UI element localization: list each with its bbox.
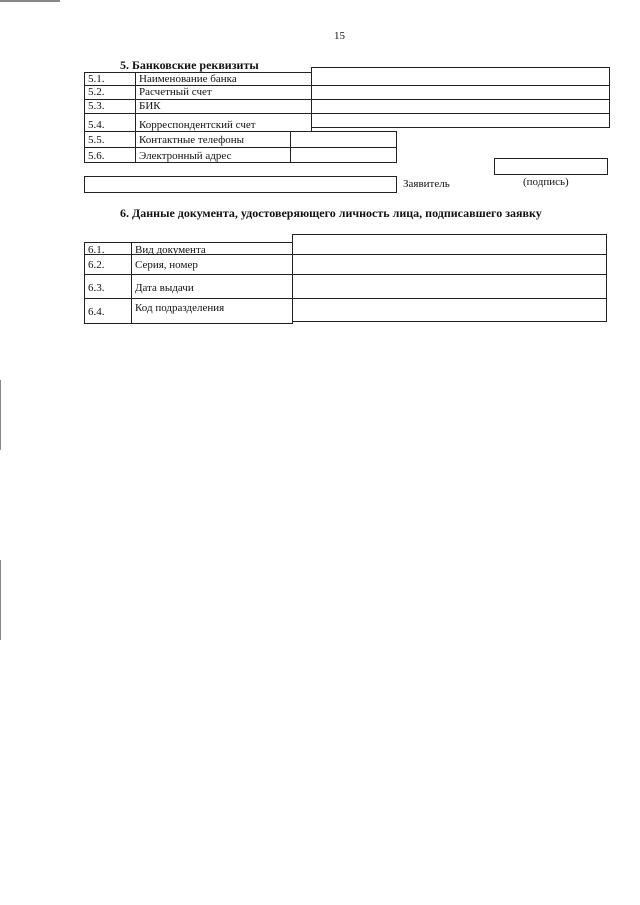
row-number: 5.4. [84, 113, 136, 132]
section5-title: 5. Банковские реквизиты [120, 58, 259, 72]
row-label: Дата выдачи [131, 274, 293, 299]
row-number: 6.1. [84, 242, 132, 255]
row-number: 6.4. [84, 298, 132, 324]
row-number: 5.1. [84, 72, 136, 86]
account-number-field[interactable] [311, 85, 610, 100]
page-number: 15 [334, 30, 345, 42]
bik-field[interactable] [311, 99, 610, 114]
row-number: 5.3. [84, 99, 136, 114]
row-label: Вид документа [131, 242, 293, 255]
scan-edge-mark [0, 560, 1, 640]
row-label: Контактные телефоны [135, 131, 291, 148]
row-number: 6.3. [84, 274, 132, 299]
division-code-field[interactable] [292, 298, 607, 322]
email-field[interactable] [290, 147, 397, 163]
series-number-field[interactable] [292, 254, 607, 275]
row-label: Корреспондентский счет [135, 113, 312, 132]
row-label: Код подразделения [131, 298, 293, 324]
row-number: 5.5. [84, 131, 136, 148]
document-type-field[interactable] [292, 234, 607, 255]
scan-edge-mark [0, 0, 60, 2]
bank-name-field[interactable] [311, 67, 610, 86]
issue-date-field[interactable] [292, 274, 607, 299]
scan-edge-mark [0, 380, 1, 450]
row-label: Серия, номер [131, 254, 293, 275]
row-label: БИК [135, 99, 312, 114]
section6-title: 6. Данные документа, удостоверяющего личность лица, подписавшего заявку [120, 206, 542, 220]
row-number: 5.6. [84, 147, 136, 163]
row-number: 6.2. [84, 254, 132, 275]
row-label: Расчетный счет [135, 85, 312, 100]
phone-field[interactable] [290, 131, 397, 148]
signature-line-box[interactable] [494, 158, 608, 175]
row-label: Наименование банка [135, 72, 312, 86]
row-number: 5.2. [84, 85, 136, 100]
correspondent-account-field[interactable] [311, 113, 610, 128]
applicant-label: Заявитель [403, 178, 450, 190]
row-label: Электронный адрес [135, 147, 291, 163]
applicant-name-field[interactable] [84, 176, 397, 193]
signature-label: (подпись) [523, 176, 569, 188]
